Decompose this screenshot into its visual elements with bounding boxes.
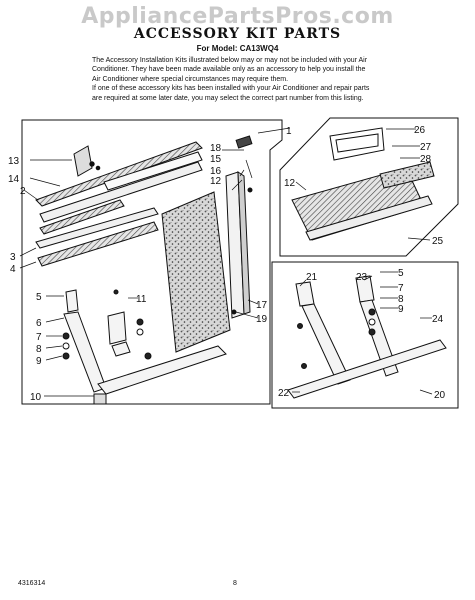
callout-11: 11 bbox=[136, 294, 147, 305]
callout-9: 9 bbox=[36, 356, 42, 367]
model-subtitle: For Model: CA13WQ4 bbox=[196, 44, 279, 53]
callout-19: 19 bbox=[256, 314, 268, 325]
callout-18: 18 bbox=[210, 143, 222, 154]
page-number: 8 bbox=[233, 580, 237, 587]
callout-25: 25 bbox=[432, 236, 444, 247]
foam-panel bbox=[162, 192, 230, 352]
callout-14: 14 bbox=[8, 174, 20, 185]
callout-6: 6 bbox=[36, 318, 42, 329]
callout-10: 10 bbox=[30, 392, 42, 403]
callout-1: 1 bbox=[286, 126, 292, 137]
callout-2: 2 bbox=[20, 186, 26, 197]
callout-5-kit20: 5 bbox=[398, 268, 404, 279]
intro-paragraph-2: If one of these accessory kits has been installed with your Air Conditioner and repair parts are required at some later date, you may select the correct part number from this listing. bbox=[92, 85, 370, 102]
page-title: ACCESSORY KIT PARTS bbox=[133, 26, 342, 42]
callout-7: 7 bbox=[36, 332, 42, 343]
kit-25-parts bbox=[292, 128, 434, 240]
callout-8: 8 bbox=[36, 344, 42, 355]
callout-16: 16 bbox=[210, 166, 222, 177]
document-number: 4316314 bbox=[18, 580, 46, 587]
callout-12-kit25: 12 bbox=[284, 178, 296, 189]
callout-13: 13 bbox=[8, 156, 20, 167]
callout-15: 15 bbox=[210, 154, 222, 165]
callout-17: 17 bbox=[256, 300, 268, 311]
intro-paragraph-1: The Accessory Installation Kits illustrated below may or may not be included with your Air Conditioner. They have been made available only as an accessory to help you install the Air Conditioner where special circumstances may require them. bbox=[92, 57, 368, 83]
callout-28: 28 bbox=[420, 154, 432, 165]
callout-9-kit20: 9 bbox=[398, 304, 404, 315]
callout-3: 3 bbox=[10, 252, 16, 263]
callout-22: 22 bbox=[278, 388, 290, 399]
callout-8-kit20: 8 bbox=[398, 294, 404, 305]
watermark: AppliancePartsPros.com bbox=[81, 4, 394, 29]
callout-12: 12 bbox=[210, 176, 222, 187]
callout-20: 20 bbox=[434, 390, 446, 401]
callout-27: 27 bbox=[420, 142, 432, 153]
callout-4: 4 bbox=[10, 264, 16, 275]
callout-7-kit20: 7 bbox=[398, 283, 404, 294]
side-channel bbox=[226, 136, 252, 318]
callout-24: 24 bbox=[432, 314, 444, 325]
kit-20-parts bbox=[288, 276, 446, 398]
callout-5: 5 bbox=[36, 292, 42, 303]
callout-23: 23 bbox=[356, 272, 368, 283]
callout-21: 21 bbox=[306, 272, 318, 283]
callout-26: 26 bbox=[414, 125, 426, 136]
